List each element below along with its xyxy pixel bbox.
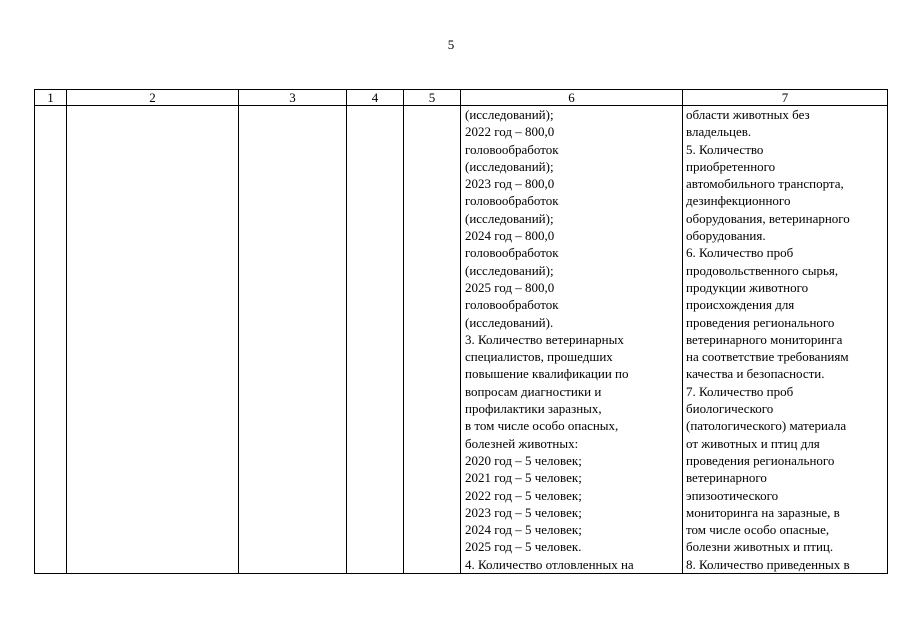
table-row: [35, 106, 888, 574]
text-line: 2024 год – 800,0: [465, 228, 555, 244]
text-line: оборудования.: [686, 228, 766, 244]
cell-col-7: [683, 106, 888, 574]
text-line: том числе особо опасные,: [686, 522, 830, 538]
text-line: происхождения для: [686, 297, 795, 313]
text-line: оборудования, ветеринарного: [686, 210, 850, 226]
text-line: головообработок: [465, 297, 559, 313]
text-line: 2024 год – 5 человек;: [465, 522, 582, 538]
cell-col-4: [347, 106, 404, 574]
cell-col-3: [239, 106, 347, 574]
text-line: эпизоотического: [686, 487, 779, 503]
text-line: головообработок: [465, 193, 559, 209]
text-line: 8. Количество приведенных в: [686, 556, 850, 572]
text-line: владельцев.: [686, 124, 752, 140]
text-line: болезни животных и птиц.: [686, 539, 834, 555]
text-line: ветеринарного мониторинга: [686, 331, 843, 347]
text-line: (исследований);: [465, 262, 554, 278]
text-line: проведения регионального: [686, 452, 835, 468]
text-line: продовольственного сырья,: [686, 262, 839, 278]
text-line: 2023 год – 800,0: [465, 176, 555, 192]
text-line: (патологического) материала: [686, 418, 847, 434]
text-line: (исследований);: [465, 107, 554, 122]
text-line: 6. Количество проб: [686, 245, 794, 261]
text-line: (исследований);: [465, 158, 554, 174]
text-line: 4. Количество отловленных на: [465, 556, 634, 572]
header-col-5: 5: [404, 90, 461, 106]
text-line: дезинфекционного: [686, 193, 791, 209]
text-line: приобретенного: [686, 158, 776, 174]
text-line: биологического: [686, 401, 774, 417]
text-line: 2022 год – 800,0: [465, 124, 555, 140]
text-line: головообработок: [465, 141, 559, 157]
text-line: области животных без: [686, 107, 810, 122]
cell-col-1: [35, 106, 67, 574]
text-line: 7. Количество проб: [686, 383, 794, 399]
text-line: 2020 год – 5 человек;: [465, 452, 582, 468]
text-line: 2025 год – 800,0: [465, 279, 555, 295]
text-line: 2022 год – 5 человек;: [465, 487, 582, 503]
header-col-2: 2: [67, 90, 239, 106]
text-line: 2023 год – 5 человек;: [465, 504, 582, 520]
text-line: автомобильного транспорта,: [686, 176, 844, 192]
text-line: 3. Количество ветеринарных: [465, 331, 624, 347]
document-table: [34, 89, 888, 574]
text-line: головообработок: [465, 245, 559, 261]
text-line: повышение квалификации по: [465, 366, 629, 382]
text-line: качества и безопасности.: [686, 366, 825, 382]
text-line: 2025 год – 5 человек.: [465, 539, 582, 555]
text-line: вопросам диагностики и: [465, 383, 602, 399]
text-line: специалистов, прошедших: [465, 349, 613, 365]
text-line: 2021 год – 5 человек;: [465, 470, 582, 486]
text-line: 5. Количество: [686, 141, 764, 157]
col6-text: [461, 106, 682, 573]
cell-col-2: [67, 106, 239, 574]
text-line: мониторинга на заразные, в: [686, 504, 840, 520]
header-col-7: 7: [683, 90, 888, 106]
text-line: (исследований).: [465, 314, 554, 330]
header-col-4: 4: [347, 90, 404, 106]
text-line: проведения регионального: [686, 314, 835, 330]
page-number: 5: [447, 37, 455, 52]
text-line: в том числе особо опасных,: [465, 418, 619, 434]
header-row: [35, 90, 888, 106]
header-col-3: 3: [239, 90, 347, 106]
text-line: болезней животных:: [465, 435, 579, 451]
text-line: ветеринарного: [686, 470, 767, 486]
text-line: продукции животного: [686, 279, 809, 295]
col7-text: [683, 106, 887, 573]
header-col-6: 6: [461, 90, 683, 106]
text-line: от животных и птиц для: [686, 435, 820, 451]
text-line: профилактики заразных,: [465, 401, 602, 417]
text-line: (исследований);: [465, 210, 554, 226]
header-col-1: 1: [35, 90, 67, 106]
cell-col-5: [404, 106, 461, 574]
cell-col-6: [461, 106, 683, 574]
text-line: на соответствие требованиям: [686, 349, 849, 365]
